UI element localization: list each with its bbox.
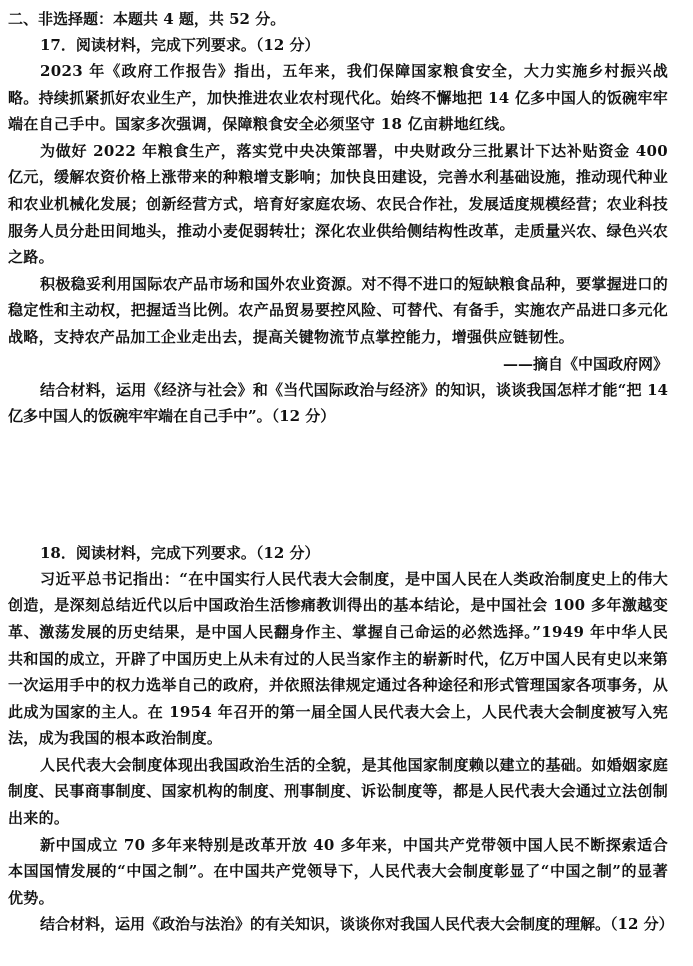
question-17-paragraph-2: 为做好 2022 年粮食生产，落实党中央决策部署，中央财政分三批累计下达补贴资金 400 亿元，缓解农资价格上涨带来的种粮增支影响；加快良田建设，完善水利基础设施，推动现代种业和农业机械化发展；创新经营方式，培育好家庭农场、农民合作社，发展适度规模经营；农业科技服务人员分赴田间地头，推动小麦促弱转壮；深化农业供给侧结构性改革，走质量兴农、绿色兴农之路。 — [8, 141, 668, 267]
question-18-title: 18．阅读材料，完成下列要求。（12 分） — [40, 543, 320, 562]
question-17-paragraph-3: 积极稳妥利用国际农产品市场和国外农业资源。对不得不进口的短缺粮食品种，要掌握进口的稳定性和主动权，把握适当比例。农产品贸易要控风险、可替代、有备手，实施农产品进口多元化战略，支持农产品加工企业走出去，提高关键物流节点掌控能力，增强供应链韧性。 — [8, 274, 668, 346]
question-17-paragraph-1: 2023 年《政府工作报告》指出，五年来，我们保障国家粮食安全，大力实施乡村振兴战略。持续抓紧抓好农业生产，加快推进农业农村现代化。始终不懈地把 14 亿多中国人的饭碗牢牢端在自己手中。国家多次强调，保障粮食安全必须坚守 18 亿亩耕地红线。 — [8, 62, 668, 134]
question-18-paragraph-1: 习近平总书记指出：“在中国实行人民代表大会制度，是中国人民在人类政治制度史上的伟大创造，是深刻总结近代以后中国政治生活惨痛教训得出的基本结论，是中国社会 100 多年激越变革、激荡发展的历史结果，是中国人民翻身作主、掌握自己命运的必然选择。”1949 年中华人民共和国的成立，开辟了中国历史上从未有过的人民当家作主的崭新时代，亿万中国人民有史以来第一次运用手中的权力选举自己的政府，并依照法律规定通过各种途径和形式管理国家各项事务，从此成为国家的主人。在 1954 年召开的第一届全国人民代表大会上，人民代表大会制度被写入宪法，成为我国的根本政治制度。 — [8, 569, 668, 748]
section-heading: 二、非选择题：本题共 4 题，共 52 分。 — [8, 10, 286, 28]
question-18 — [8, 540, 674, 938]
question-18-task: 结合材料，运用《政治与法治》的有关知识，谈谈你对我国人民代表大会制度的理解。（12 分） — [40, 915, 674, 934]
question-17-task: 结合材料，运用《经济与社会》和《当代国际政治与经济》的知识，谈谈我国怎样才能“把 14 亿多中国人的饭碗牢牢端在自己手中”。（12 分） — [8, 380, 668, 426]
question-17 — [8, 32, 668, 430]
answer-space — [8, 430, 668, 540]
question-17-title: 17．阅读材料，完成下列要求。（12 分） — [40, 36, 320, 54]
question-17-source: ——摘自《中国政府网》 — [502, 354, 668, 373]
question-18-paragraph-2: 人民代表大会制度体现出我国政治生活的全貌，是其他国家制度赖以建立的基础。如婚姻家庭制度、民事商事制度、国家机构的制度、刑事制度、诉讼制度等，都是人民代表大会通过立法创制出来的。 — [8, 755, 668, 828]
question-18-paragraph-3: 新中国成立 70 多年来特别是改革开放 40 多年来，中国共产党带领中国人民不断探索适合本国国情发展的“中国之制”。在中国共产党领导下，人民代表大会制度彰显了“中国之制”的显著优势。 — [8, 835, 668, 907]
exam-page — [8, 6, 674, 938]
